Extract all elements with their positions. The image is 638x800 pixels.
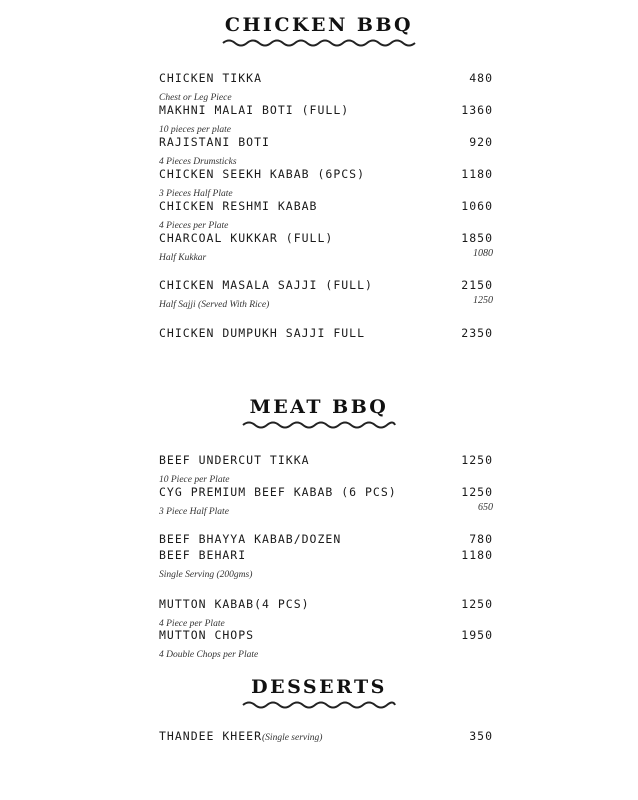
item-note: Half Sajji (Served With Rice) (159, 300, 270, 310)
item-name: CHICKEN MASALA SAJJI (FULL) (159, 278, 373, 292)
item-note: 3 Piece Half Plate (159, 507, 229, 517)
item-note: 4 Piece per Plate (159, 619, 225, 629)
item-name: RAJISTANI BOTI (159, 135, 270, 149)
section-heading: DESSERTS (251, 676, 387, 698)
item-note: 10 Piece per Plate (159, 475, 230, 485)
menu-item (159, 101, 493, 133)
item-price: 780 (469, 532, 493, 546)
item-name: MUTTON CHOPS (159, 628, 255, 642)
item-price: 350 (469, 729, 493, 743)
item-note: Chest or Leg Piece (159, 93, 232, 103)
item-note: 3 Pieces Half Plate (159, 189, 233, 199)
section-title-chicken-bbq (0, 14, 638, 48)
item-note-price: 650 (478, 502, 493, 513)
menu-item (159, 451, 493, 483)
item-note: Single Serving (200gms) (159, 570, 253, 580)
menu-item (159, 546, 493, 578)
menu-item (159, 229, 493, 261)
section-title-meat-bbq (0, 396, 638, 430)
item-price: 480 (469, 71, 493, 85)
item-note: 10 pieces per plate (159, 125, 232, 135)
menu-item (159, 727, 493, 745)
item-price: 1060 (461, 199, 493, 213)
section-title-desserts (0, 676, 638, 710)
item-price: 1250 (461, 597, 493, 611)
wavy-underline-icon (241, 420, 397, 430)
menu-item (159, 133, 493, 165)
wavy-underline-icon (221, 38, 417, 48)
item-note-price: 1080 (473, 248, 493, 259)
item-price: 1180 (461, 167, 493, 181)
item-name: CHICKEN RESHMI KABAB (159, 199, 318, 213)
menu-item (159, 483, 493, 515)
item-note: Half Kukkar (159, 253, 207, 263)
item-name: CHICKEN TIKKA (159, 71, 263, 85)
item-name: CYG PREMIUM BEEF KABAB (6 PCS) (159, 485, 397, 499)
item-price: 920 (469, 135, 493, 149)
item-name: BEEF UNDERCUT TIKKA (159, 453, 310, 467)
menu-item (159, 595, 493, 627)
menu-item (159, 276, 493, 308)
menu-item (159, 626, 493, 658)
section-heading: CHICKEN BBQ (224, 14, 414, 36)
item-price: 1250 (461, 485, 493, 499)
item-note: 4 Pieces per Plate (159, 221, 229, 231)
item-price: 1850 (461, 231, 493, 245)
section-heading: MEAT BBQ (249, 396, 389, 418)
wavy-underline-icon (241, 700, 397, 710)
item-name: CHICKEN SEEKH KABAB (6PCS) (159, 167, 366, 181)
menu-item (159, 324, 493, 342)
item-inline-note: (Single serving) (262, 733, 323, 743)
item-name: CHICKEN DUMPUKH SAJJI FULL (159, 326, 366, 340)
item-price: 1950 (461, 628, 493, 642)
menu-item (159, 165, 493, 197)
item-name: MUTTON KABAB(4 PCS) (159, 597, 310, 611)
item-price: 1360 (461, 103, 493, 117)
item-name: CHARCOAL KUKKAR (FULL) (159, 231, 334, 245)
menu-item (159, 69, 493, 101)
item-name: MAKHNI MALAI BOTI (FULL) (159, 103, 350, 117)
item-price: 1180 (461, 548, 493, 562)
item-note: 4 Pieces Drumsticks (159, 157, 237, 167)
item-price: 2350 (461, 326, 493, 340)
item-price: 2150 (461, 278, 493, 292)
item-note: 4 Double Chops per Plate (159, 650, 259, 660)
item-name: THANDEE KHEER (159, 729, 263, 743)
item-name: BEEF BEHARI (159, 548, 247, 562)
item-name: BEEF BHAYYA KABAB/DOZEN (159, 532, 342, 546)
menu-item (159, 197, 493, 229)
item-note-price: 1250 (473, 295, 493, 306)
item-price: 1250 (461, 453, 493, 467)
